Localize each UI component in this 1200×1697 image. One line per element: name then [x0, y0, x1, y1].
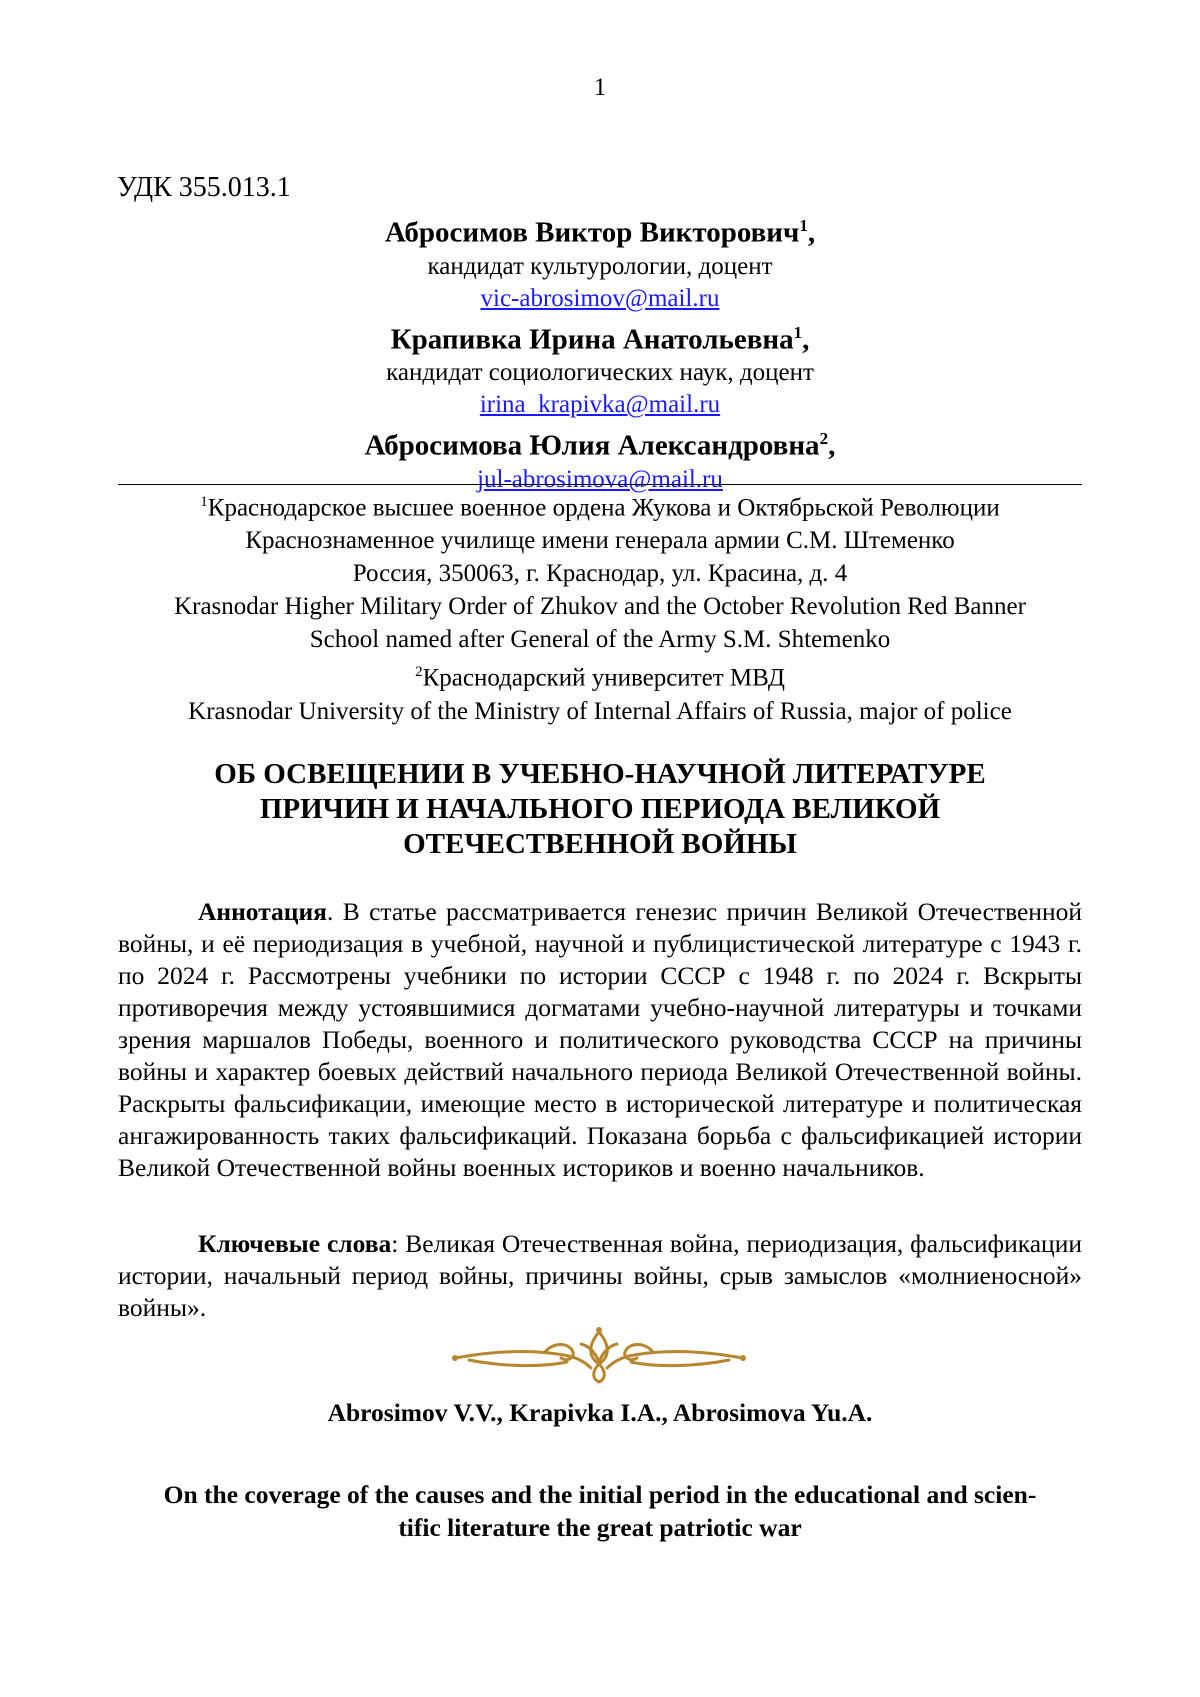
english-title — [118, 1478, 1082, 1544]
author-email-link[interactable]: irina_krapivka@mail.ru — [479, 391, 721, 419]
title-line: ПРИЧИН И НАЧАЛЬНОГО ПЕРИОДА ВЕЛИКОЙ — [259, 793, 941, 825]
affiliation-line-en: Krasnodar University of the Ministry of Internal Affairs of Russia, major of police — [188, 697, 1012, 725]
affiliation-line: $^1$Краснодарское высшее военное ордена Жукова и Октябрьской Революции — [200, 494, 1000, 522]
affiliation-line-en: School named after General of the Army S.M. Shtemenko — [309, 626, 891, 654]
affiliation-address: Россия, 350063, г. Краснодар, ул. Красина, д. 4 — [352, 560, 848, 588]
affiliation-line-en: Krasnodar Higher Military Order of Zhukov and the October Revolution Red Banner — [174, 593, 1026, 621]
keywords-label: Ключевые слова — [198, 1229, 392, 1258]
author-block — [118, 208, 1082, 496]
english-authors: Abrosimov V.V., Krapivka I.A., Abrosimova Yu.A. — [327, 1398, 873, 1427]
abstract — [118, 896, 1082, 1184]
title-line: ОТЕЧЕСТВЕННОЙ ВОЙНЫ — [403, 828, 797, 860]
author-email-link[interactable]: vic-abrosimov@mail.ru — [480, 284, 720, 312]
divider-line — [118, 484, 1082, 485]
article-title — [118, 757, 1082, 862]
title-line: ОБ ОСВЕЩЕНИИ В УЧЕБНО-НАУЧНОЙ ЛИТЕРАТУРЕ — [214, 758, 986, 790]
abstract-label: Аннотация — [198, 897, 327, 926]
gold-flourish-divider-icon — [449, 1322, 749, 1386]
author-email-link[interactable]: jul-abrosimova@mail.ru — [477, 465, 723, 493]
author-name: Крапивка Ирина Анатольевна$^1$, — [390, 322, 810, 356]
keywords — [118, 1228, 1082, 1324]
author-name: Абросимова Юлия Александровна$^2$, — [364, 429, 836, 462]
keywords-text: : Великая Отечественная война, периодизация, фальсификации истории, начальный период войны, причины войны, срыв замыслов «молниеносной» войны». — [118, 1229, 1082, 1322]
affiliation-line: $^2$Краснодарский университет МВД — [415, 664, 785, 692]
author-role: кандидат социологических наук, доцент — [386, 359, 814, 387]
abstract-text: . В статье рассматривается генезис причин Великой Отечественной войны, и её периодизация в учебной, научной и публицистической литературе с 1943 г. по 2024 г. Рассмотрены учебники по истории СССР с 1948 г. по 2024 г. Вскрыты противоречия между устоявшимися догматами учебно-научной литературы и точками зрения маршалов Победы, военного и политического руководства СССР на причины войны и характер боевых действий начального периода Великой Отечественной войны. Раскрыты фальсификации, имеющие место в исторической литературе и политическая ангажированность таких фальсификаций. Показана борьба с фальсификацией истории Великой Отечественной войны военных историков и военно начальников. — [118, 897, 1082, 1182]
title-line: On the coverage of the causes and the initial period in the educational and scien- — [163, 1480, 1037, 1509]
affiliations — [118, 486, 1082, 728]
udc-code: УДК 355.013.1 — [117, 172, 291, 203]
title-line: tific literature the great patriotic war — [398, 1513, 802, 1542]
author-role: кандидат культурологии, доцент — [427, 252, 773, 280]
author-name: Абросимов Виктор Викторович$^1$, — [384, 216, 816, 249]
affiliation-line: Краснознаменное училище имени генерала армии С.М. Штеменко — [245, 527, 955, 555]
page-number: 1 — [593, 74, 607, 101]
